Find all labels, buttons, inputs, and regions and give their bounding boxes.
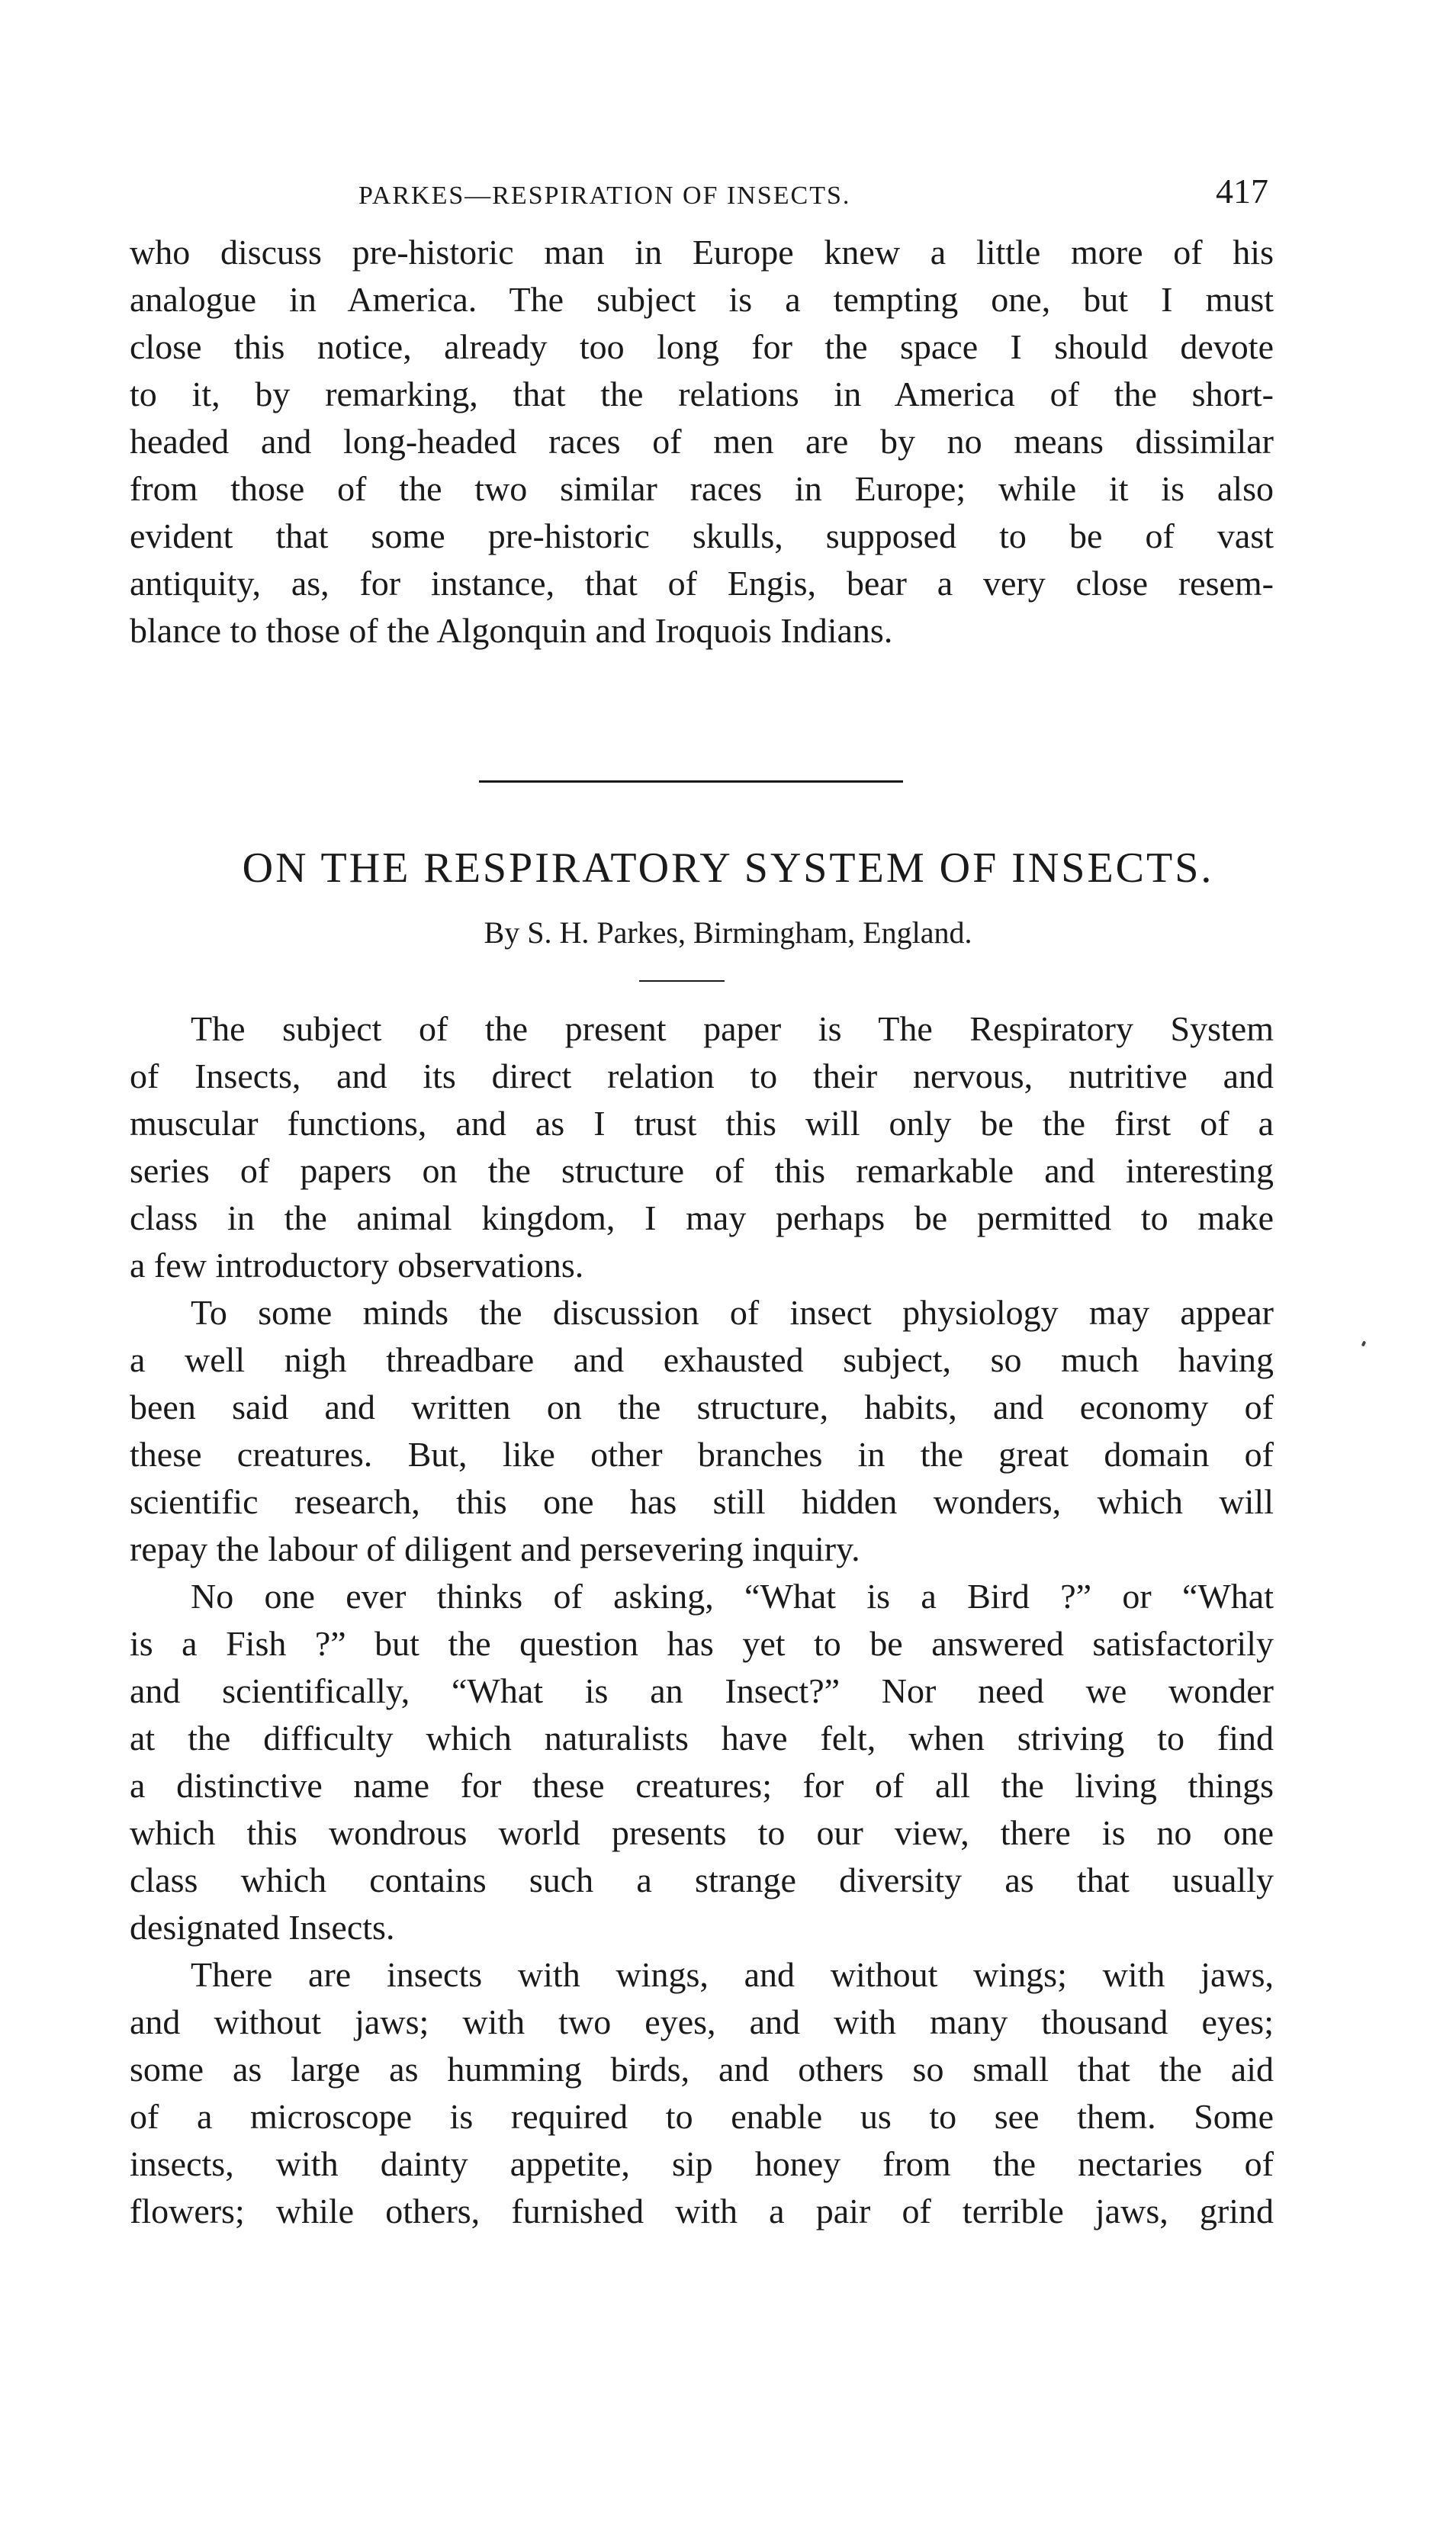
article-title: ON THE RESPIRATORY SYSTEM OF INSECTS.: [242, 844, 1214, 892]
text-line: muscular functions, and as I trust this will only be the first of a: [130, 1104, 1274, 1143]
paragraph: [130, 1005, 1274, 1289]
text-line: class in the animal kingdom, I may perhaps be permitted to make: [130, 1198, 1274, 1237]
scan-speck: [1361, 1340, 1367, 1346]
text-line: insects, with dainty appetite, sip honey from the nectaries of: [130, 2144, 1274, 2183]
text-line: class which contains such a strange diversity as that usually: [130, 1861, 1274, 1899]
section-divider: [479, 780, 903, 783]
text-line: and scientifically, “What is an Insect?” Nor need we wonder: [130, 1671, 1274, 1710]
text-line: been said and written on the structure, habits, and economy of: [130, 1388, 1274, 1426]
article-byline: By S. H. Parkes, Birmingham, England.: [484, 915, 972, 950]
text-line: at the difficulty which naturalists have felt, when striving to find: [130, 1719, 1274, 1758]
text-line: analogue in America. The subject is a tempting one, but I must: [130, 280, 1274, 319]
running-head: PARKES—RESPIRATION OF INSECTS.: [358, 182, 851, 210]
text-line: The subject of the present paper is The Respiratory System: [191, 1009, 1274, 1048]
text-line: close this notice, already too long for the space I should devote: [130, 327, 1274, 366]
text-line: and without jaws; with two eyes, and with many thousand eyes;: [130, 2002, 1274, 2041]
text-line: evident that some pre-historic skulls, supposed to be of vast: [130, 516, 1274, 555]
text-line: from those of the two similar races in Europe; while it is also: [130, 469, 1274, 508]
text-line: is a Fish ?” but the question has yet to be answered satisfactorily: [130, 1624, 1274, 1663]
text-line: a distinctive name for these creatures; for of all the living things: [130, 1766, 1274, 1805]
text-line: a few introductory observations.: [130, 1246, 584, 1285]
text-line: To some minds the discussion of insect physiology may appear: [191, 1293, 1274, 1332]
text-line: which this wondrous world presents to our view, there is no one: [130, 1813, 1274, 1852]
text-line: antiquity, as, for instance, that of Engis, bear a very close resem-: [130, 564, 1274, 603]
previous-article-text: [130, 229, 1274, 654]
text-line: There are insects with wings, and without wings; with jaws,: [191, 1955, 1274, 1994]
text-line: to it, by remarking, that the relations in America of the short-: [130, 375, 1274, 413]
text-line: scientific research, this one has still hidden wonders, which will: [130, 1482, 1274, 1521]
text-line: flowers; while others, furnished with a pair of terrible jaws, grind: [130, 2192, 1274, 2230]
text-line: of Insects, and its direct relation to their nervous, nutritive and: [130, 1057, 1274, 1095]
title-rule: [639, 980, 725, 982]
text-line: series of papers on the structure of this remarkable and interesting: [130, 1151, 1274, 1190]
text-line: blance to those of the Algonquin and Iroquois Indians.: [130, 611, 893, 650]
article-body: [130, 1005, 1274, 2235]
text-line: designated Insects.: [130, 1908, 395, 1947]
text-line: some as large as humming birds, and others so small that the aid: [130, 2050, 1274, 2089]
text-line: of a microscope is required to enable us to see them. Some: [130, 2097, 1274, 2136]
text-line: headed and long-headed races of men are by no means dissimilar: [130, 422, 1274, 461]
text-line: a well nigh threadbare and exhausted subject, so much having: [130, 1340, 1274, 1379]
paragraph: [130, 1951, 1274, 2235]
text-line: No one ever thinks of asking, “What is a Bird ?” or “What: [191, 1577, 1274, 1616]
text-line: who discuss pre-historic man in Europe knew a little more of his: [130, 233, 1274, 272]
text-line: repay the labour of diligent and persevering inquiry.: [130, 1529, 860, 1568]
text-line: these creatures. But, like other branches in the great domain of: [130, 1435, 1274, 1474]
paragraph: [130, 1289, 1274, 1573]
page-number: 417: [1216, 172, 1268, 211]
paragraph: [130, 1573, 1274, 1951]
